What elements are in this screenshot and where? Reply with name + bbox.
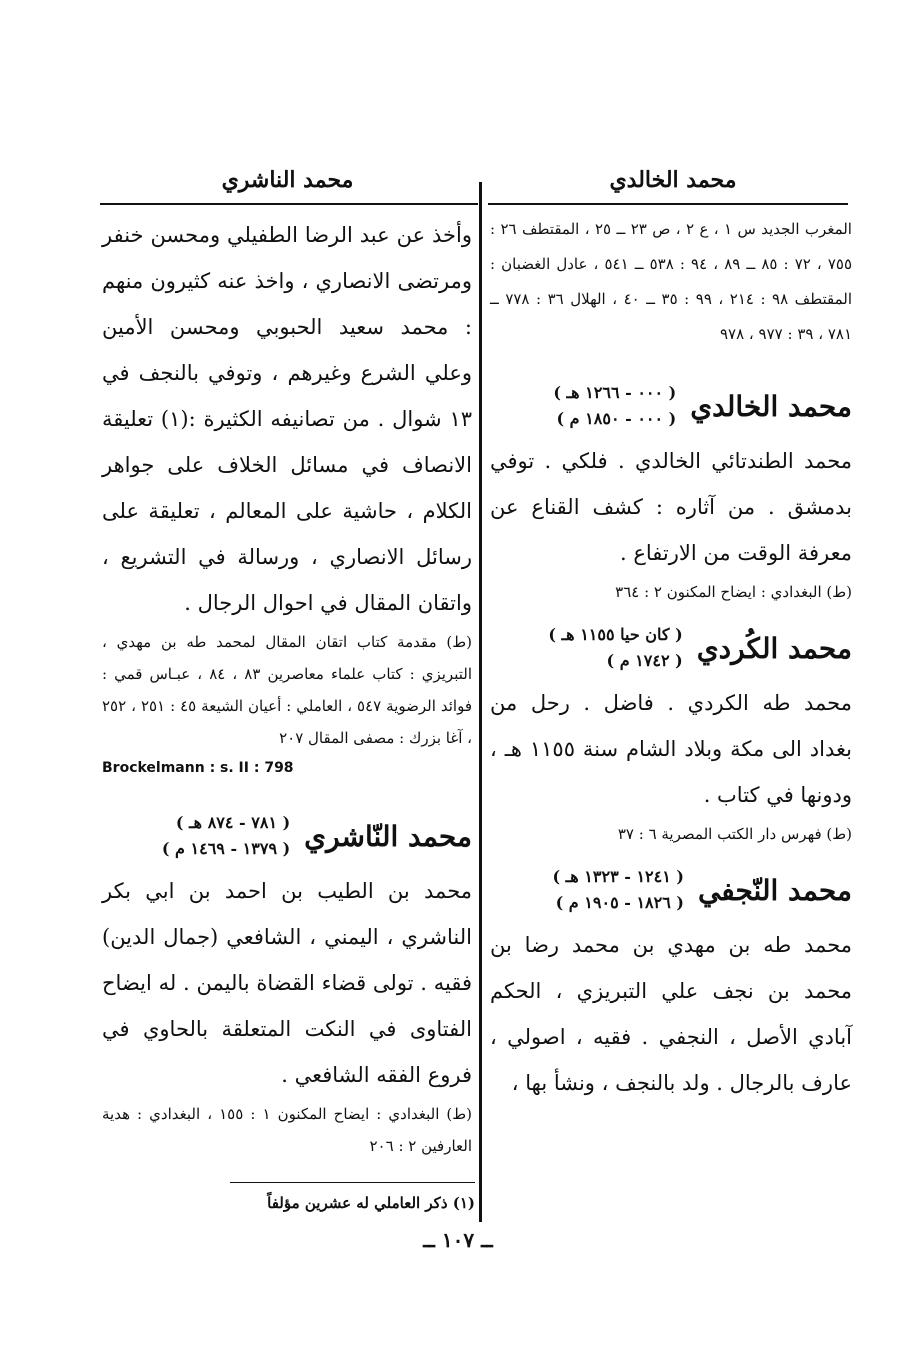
running-header-left: محمد الناشري bbox=[221, 167, 354, 193]
entry-body: محمد طه بن مهدي بن محمد رضا بن محمد بن نجف علي التبريزي ، الحكم آبادي الأصل ، النجفي . فقيه ، اصولي ، عارف بالرجال . ولد بالنجف ، ونشأ بها ، bbox=[490, 933, 852, 1095]
references-continued: المغرب الجديد س ١ ، ع ٢ ، ص ٢٣ ــ ٢٥ ، المقتطف ٢٦ : ٧٥٥ ، ٧٢ : ٨٥ ــ ٨٩ ، ٩٤ : ٥٣٨ ــ ٥٤١ ، عادل الغضبان : المقتطف ٩٨ : ٢١٤ ، ٩٩ : ٣٥ ــ ٤٠ ، الهلال ٣٦ : ٧٧٨ ــ ٧٨١ ، ٣٩ : ٩٧٧ ، ٩٧٨ bbox=[490, 220, 853, 343]
entry-heading-najafi bbox=[490, 864, 852, 916]
date-hijri: ( كان حيا ١١٥٥ هـ ) bbox=[548, 625, 683, 644]
entry-dates bbox=[162, 810, 290, 862]
footnote-rule bbox=[230, 1182, 475, 1183]
entry-reference: (ط) البغدادي : ايضاح المكنون ٢ : ٣٦٤ bbox=[615, 583, 852, 601]
entry-name: محمد الكُردي bbox=[696, 631, 852, 665]
date-gregorian: ( ١٣٧٩ - ١٤٦٩ م ) bbox=[161, 839, 291, 858]
column-divider bbox=[479, 182, 482, 1222]
page-number: ــ ١٠٧ ــ bbox=[423, 1228, 493, 1252]
header-rule-left bbox=[100, 203, 478, 205]
entry-body: محمد بن الطيب بن احمد بن ابي بكر الناشري ، اليمني ، الشافعي (جمال الدين) فقيه . تولى قضاء القضاة باليمن . له ايضاح الفتاوى في النكت المتعلقة بالحاوي في فروع الفقه الشافعي . bbox=[102, 879, 472, 1087]
date-gregorian: ( ١٧٤٢ م ) bbox=[606, 651, 683, 670]
right-column bbox=[490, 212, 852, 1106]
entry-name: محمد النّاشري bbox=[304, 819, 472, 853]
latin-reference: Brockelmann : s. II : 798 bbox=[102, 760, 294, 776]
entry-body: محمد الطندتائي الخالدي . فلكي . توفي بدمشق . من آثاره : كشف القناع عن معرفة الوقت من الارتفاع . bbox=[490, 449, 852, 565]
entry-body: محمد طه الكردي . فاضل . رحل من بغداد الى مكة وبلاد الشام سنة ١١٥٥ هـ ، ودونها في كتاب . bbox=[490, 691, 852, 807]
entry-name: محمد الخالدي bbox=[690, 389, 852, 423]
entry-reference: (ط) البغدادي : ايضاح المكنون ١ : ١٥٥ ، البغدادي : هدية العارفين ٢ : ٢٠٦ bbox=[102, 1105, 473, 1155]
entry-dates bbox=[552, 864, 684, 916]
date-gregorian: ( ٠٠٠ - ١٨٥٠ م ) bbox=[556, 409, 677, 428]
entry-heading-kurdi bbox=[490, 622, 852, 674]
running-header-right: محمد الخالدي bbox=[609, 167, 737, 193]
date-gregorian: ( ١٨٢٦ - ١٩٠٥ م ) bbox=[555, 893, 684, 912]
entry-body-continued: وأخذ عن عبد الرضا الطفيلي ومحسن خنفر ومرتضى الانصاري ، واخذ عنه كثيرون منهم : محمد سعيد الحبوبي ومحسن الأمين وعلي الشرع وغيرهم ، وتوفي بالنجف في ١٣ شوال . من تصانيفه الكثيرة :(١) تعليقة الانصاف في مسائل الخلاف على جواهر الكلام ، حاشية على المعالم ، تعليقة على رسائل الانصاري ، ورسالة في التشريع ، واتقان المقال في احوال الرجال . bbox=[102, 223, 472, 615]
date-hijri: ( ١٢٤١ - ١٣٢٣ هـ ) bbox=[552, 867, 684, 886]
entry-reference: (ط) فهرس دار الكتب المصرية ٦ : ٣٧ bbox=[617, 825, 852, 843]
entry-name: محمد النّجفي bbox=[697, 873, 852, 907]
entry-dates bbox=[553, 380, 676, 432]
entry-reference: (ط) مقدمة كتاب اتقان المقال لمحمد طه بن مهدي ، التبريزي : كتاب علماء معاصرين ٨٣ ، ٨٤ ، عبـاس قمي : فوائد الرضوية ٥٤٧ ، العاملي : أعيان الشيعة ٤٥ : ٢٥١ ، ٢٥٢ ، آغا بزرك : مصفى المقال ٢٠٧ bbox=[102, 633, 472, 747]
date-hijri: ( ٠٠٠ - ١٢٦٦ هـ ) bbox=[553, 383, 677, 402]
date-hijri: ( ٧٨١ - ٨٧٤ هـ ) bbox=[175, 813, 291, 832]
left-column bbox=[102, 212, 472, 1162]
entry-dates bbox=[548, 622, 682, 674]
entry-heading-nashiri bbox=[102, 810, 472, 862]
footnote: (١) ذكر العاملي له عشرين مؤلفاً bbox=[267, 1194, 475, 1212]
entry-heading-khalidi bbox=[490, 380, 852, 432]
header-rule-right bbox=[488, 203, 848, 205]
